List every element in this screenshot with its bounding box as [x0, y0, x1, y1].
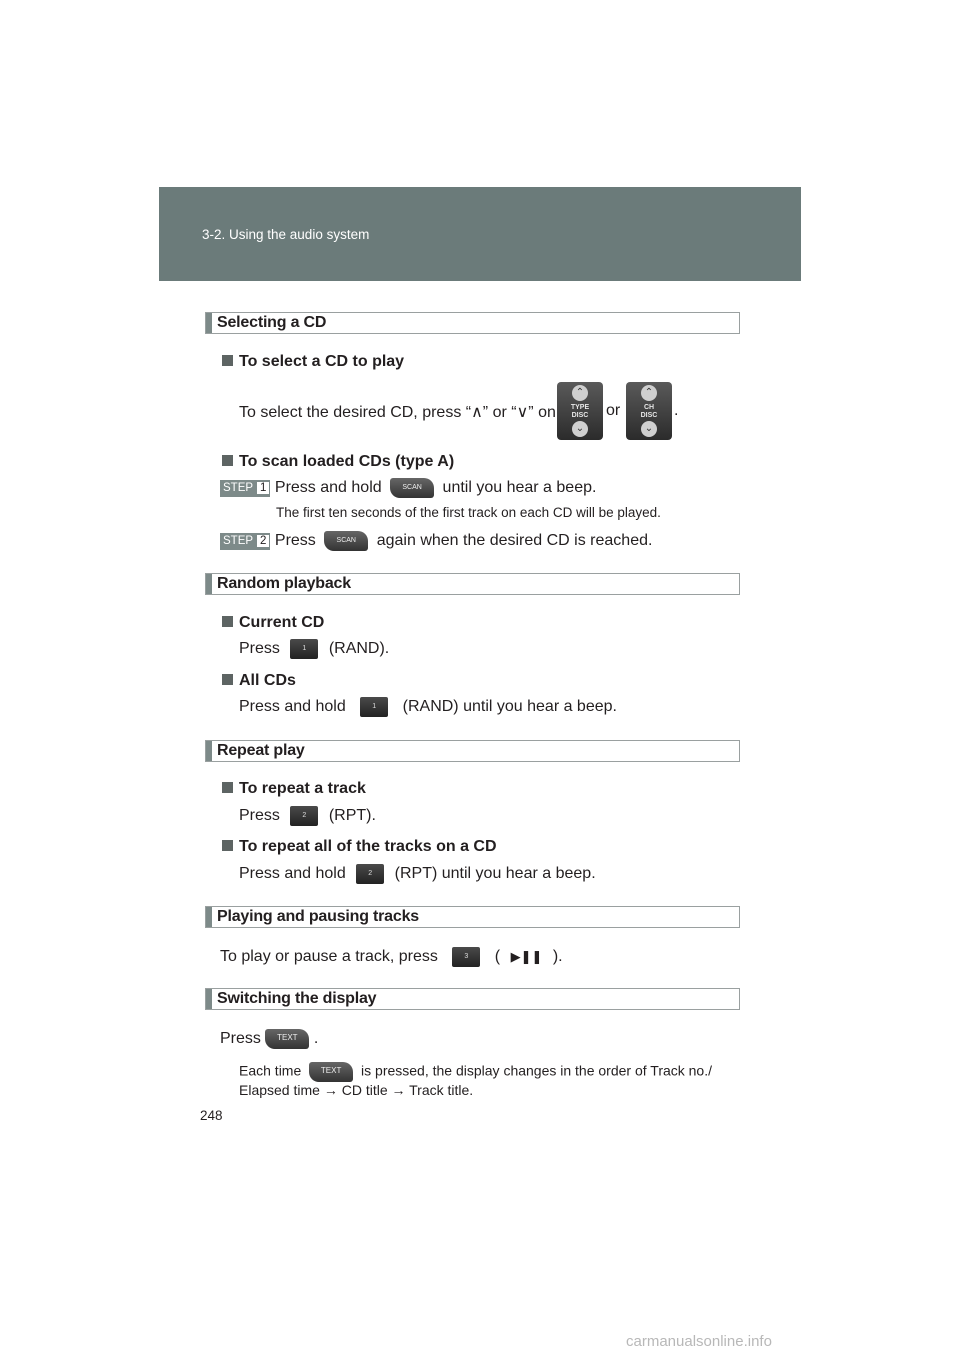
knob-label: CH DISC [640, 404, 658, 419]
step-2-line: STEP 2 Press SCAN again when the desired CD is reached. [220, 531, 652, 551]
button-2-icon: 2 [356, 864, 384, 884]
play-pause-icon: ▶❚❚ [510, 949, 543, 965]
step-1-line: STEP 1 Press and hold SCAN until you hear a beep. [220, 478, 596, 498]
type-disc-knob-icon [557, 382, 603, 440]
button-1-icon: 1 [290, 639, 318, 659]
button-1-icon: 1 [360, 697, 388, 717]
knob-label: TYPE DISC [570, 404, 590, 419]
subheading-repeat-track: To repeat a track [222, 780, 366, 798]
step-1-badge: STEP 1 [220, 480, 270, 497]
chevron-up-icon: ⌃ [641, 385, 657, 401]
heading-selecting-a-cd [205, 312, 740, 334]
step-1-note: The first ten seconds of the first track on each CD will be played. [276, 505, 661, 520]
heading-repeat-play [205, 740, 740, 762]
chapter-header [159, 187, 801, 281]
subheading-all-cds: All CDs [222, 672, 296, 690]
display-note-line-1: Each time TEXT is pressed, the display changes in the order of Track no./ [239, 1062, 712, 1082]
bullet-square-icon [222, 674, 233, 685]
heading-text: Switching the display [217, 990, 377, 1007]
bullet-square-icon [222, 782, 233, 793]
heading-switching-display [205, 988, 740, 1010]
random-current-line: Press 1 (RAND). [239, 640, 390, 658]
subheading-select-cd: To select a CD to play [222, 353, 404, 371]
section-title: 3-2. Using the audio system [202, 227, 370, 242]
chevron-down-icon: ⌄ [641, 421, 657, 437]
heading-random-playback [205, 573, 740, 595]
heading-text: Selecting a CD [217, 314, 327, 331]
bullet-square-icon [222, 840, 233, 851]
bullet-square-icon [222, 355, 233, 366]
page-number: 248 [200, 1108, 223, 1123]
watermark: carmanualsonline.info [626, 1333, 772, 1350]
repeat-track-line: Press 2 (RPT). [239, 807, 376, 825]
chevron-up-icon: ⌃ [572, 385, 588, 401]
select-instruction: To select the desired CD, press “∧” or “∨” on [239, 404, 556, 421]
step-2-badge: STEP 2 [220, 533, 270, 550]
display-note-line-2: Elapsed time → CD title → Track title. [239, 1082, 474, 1098]
ch-disc-knob-icon [626, 382, 672, 440]
or-text: or [606, 402, 621, 419]
play-pause-line: To play or pause a track, press 3 ( ▶❚❚ ). [220, 948, 563, 966]
bullet-square-icon [222, 616, 233, 627]
heading-text: Random playback [217, 575, 351, 592]
button-2-icon: 2 [290, 806, 318, 826]
button-3-icon: 3 [452, 947, 480, 967]
chevron-down-icon: ⌄ [572, 421, 588, 437]
scan-button-icon: SCAN [390, 478, 434, 498]
heading-text: Playing and pausing tracks [217, 908, 419, 925]
period: . [674, 402, 679, 419]
subheading-scan: To scan loaded CDs (type A) [222, 453, 454, 471]
subheading-current-cd: Current CD [222, 614, 324, 632]
bullet-square-icon [222, 455, 233, 466]
subheading-repeat-all: To repeat all of the tracks on a CD [222, 838, 497, 856]
text-button-icon: TEXT [309, 1062, 353, 1082]
random-all-line: Press and hold 1 (RAND) until you hear a beep. [239, 698, 617, 716]
scan-button-icon: SCAN [324, 531, 368, 551]
display-press-line: Press TEXT . [220, 1030, 319, 1048]
text-button-icon: TEXT [265, 1029, 309, 1049]
heading-text: Repeat play [217, 742, 305, 759]
repeat-all-line: Press and hold 2 (RPT) until you hear a beep. [239, 865, 596, 883]
heading-playing-pausing [205, 906, 740, 928]
